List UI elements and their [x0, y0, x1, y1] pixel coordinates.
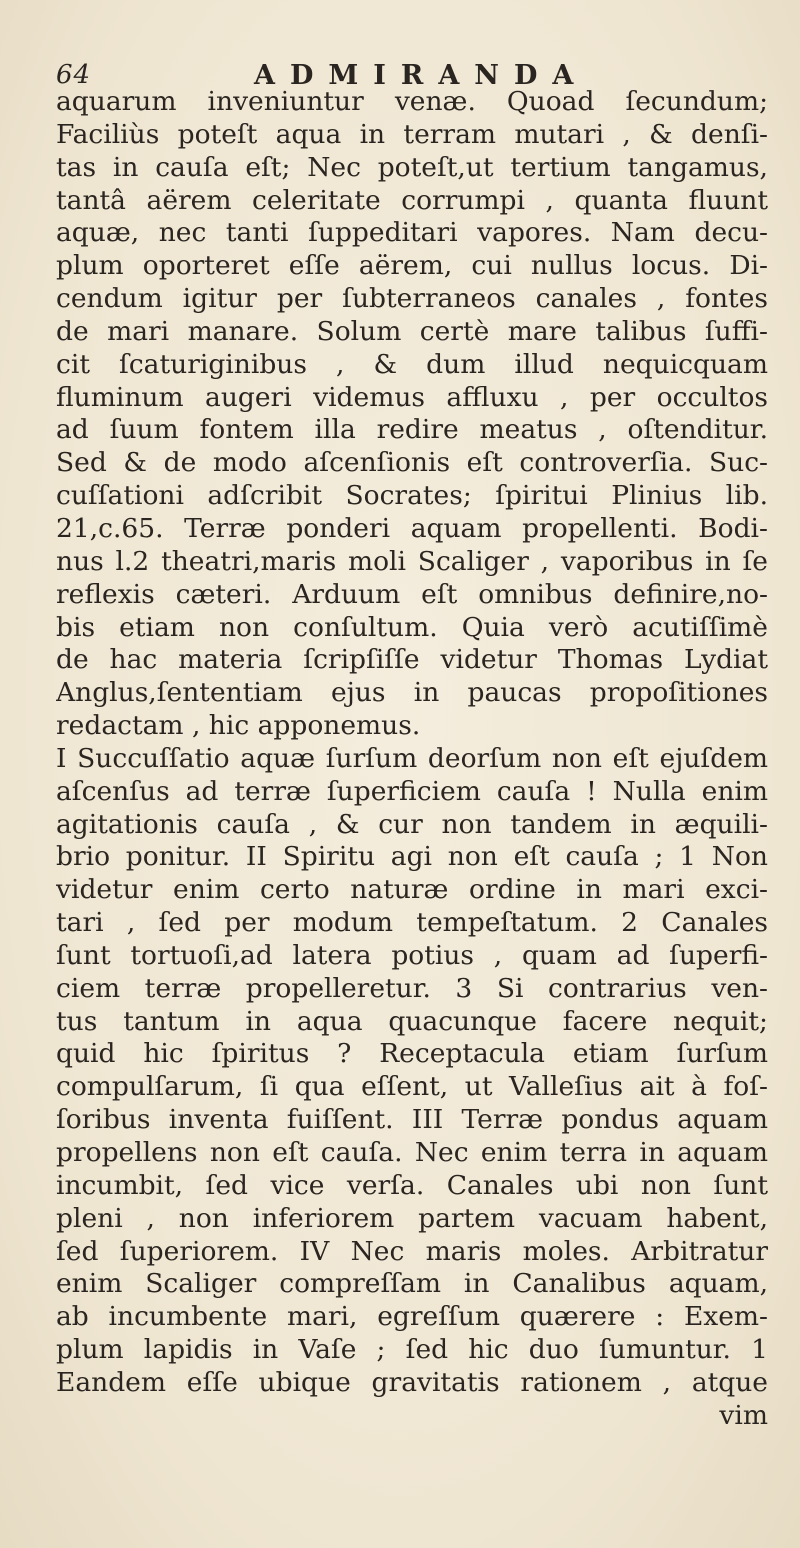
text-line: brio ponitur. II Spiritu agi non eſt cauſa ; 1 Non [56, 841, 768, 873]
text-line: enim Scaliger compreſſam in Canalibus aquam, [56, 1268, 768, 1300]
text-line: plum oporteret eſſe aërem, cui nullus locus. Di- [56, 250, 768, 282]
text-line: tas in cauſa eſt; Nec poteſt,ut tertium tangamus, [56, 151, 768, 183]
text-line: ſunt tortuoſi,ad latera potius , quam ad ſuperfi- [56, 939, 768, 971]
text-line: agitationis cauſa , & cur non tandem in æquili- [56, 808, 768, 840]
text-line: plum lapidis in Vaſe ; ſed hic duo ſumuntur. 1 [56, 1334, 768, 1366]
text-line: aquæ, nec tanti ſuppeditari vapores. Nam decu- [56, 217, 768, 249]
text-line: propellens non eſt cauſa. Nec enim terra in aquam [56, 1137, 768, 1168]
text-line: compulſarum, ſi qua eſſent, ut Valleſius ait à foſ- [56, 1071, 768, 1103]
text-line: ſoribus inventa fuiſſent. III Terræ pondus aquam [56, 1104, 768, 1136]
text-line: quid hic ſpiritus ? Receptacula etiam ſurſum [56, 1038, 768, 1070]
text-line: incumbit, ſed vice verſa. Canales ubi non ſunt [56, 1169, 768, 1201]
text-line: pleni , non inferiorem partem vacuam habent, [56, 1202, 768, 1234]
text-line: nus l.2 theatri,maris moli Scaliger , vaporibus in ſe [56, 545, 768, 577]
text-line: videtur enim certo naturæ ordine in mari exci- [56, 874, 768, 906]
text-line: Sed & de modo aſcenſionis eſt controverſia. Suc- [56, 447, 768, 479]
text-line: Faciliùs poteſt aqua in terram mutari , & denſi- [56, 118, 768, 150]
catchword: vim [719, 1399, 768, 1431]
text-line: ſed ſuperiorem. IV Nec maris moles. Arbitratur [56, 1235, 768, 1267]
text-line: ciem terræ propelleretur. 3 Si contrarius ven- [56, 972, 768, 1004]
text-line: fluminum augeri videmus affluxu , per occultos [56, 381, 768, 413]
text-line: I Succuſſatio aquæ ſurſum deorſum non eſt ejuſdem [56, 742, 768, 774]
text-line: ad ſuum fontem illa redire meatus , oſtenditur. [56, 414, 768, 446]
text-line: de mari manare. Solum certè mare talibus ſuffi- [56, 315, 768, 347]
text-line: tantâ aërem celeritate corrumpi , quanta fluunt [56, 184, 768, 216]
text-line: aquarum inveniuntur venæ. Quoad ſecundum; [56, 86, 768, 117]
text-line: cendum igitur per ſubterraneos canales , fontes [56, 283, 768, 315]
body-text [56, 86, 768, 1433]
text-line: reflexis cæteri. Arduum eſt omnibus definire,no- [56, 578, 768, 610]
text-line: cuſſationi adſcribit Socrates; ſpiritui Plinius lib. [56, 480, 768, 512]
text-line: tari , ſed per modum tempeſtatum. 2 Canales [56, 907, 768, 939]
text-line: cit ſcaturiginibus , & dum illud nequicquam [56, 348, 768, 380]
text-line: Eandem eſſe ubique gravitatis rationem , atque [56, 1366, 768, 1398]
text-line: 21,c.65. Terræ ponderi aquam propellenti. Bodi- [56, 512, 768, 544]
page-number: 64 [56, 60, 92, 90]
running-head: ADMIRANDA [254, 60, 589, 91]
text-line: aſcenſus ad terræ ſuperficiem cauſa ! Nulla enim [56, 775, 768, 807]
text-line: bis etiam non conſultum. Quia verò acutiſſimè [56, 611, 768, 643]
text-line: redactam , hic apponemus. [56, 710, 421, 742]
text-line: ab incumbente mari, egreſſum quærere : Exem- [56, 1301, 768, 1333]
text-line: tus tantum in aqua quacunque facere nequit; [56, 1005, 768, 1037]
text-line: Anglus,ſententiam ejus in paucas propoſitiones [56, 677, 768, 709]
text-line: de hac materia ſcripſiſſe videtur Thomas Lydiat [56, 644, 768, 676]
